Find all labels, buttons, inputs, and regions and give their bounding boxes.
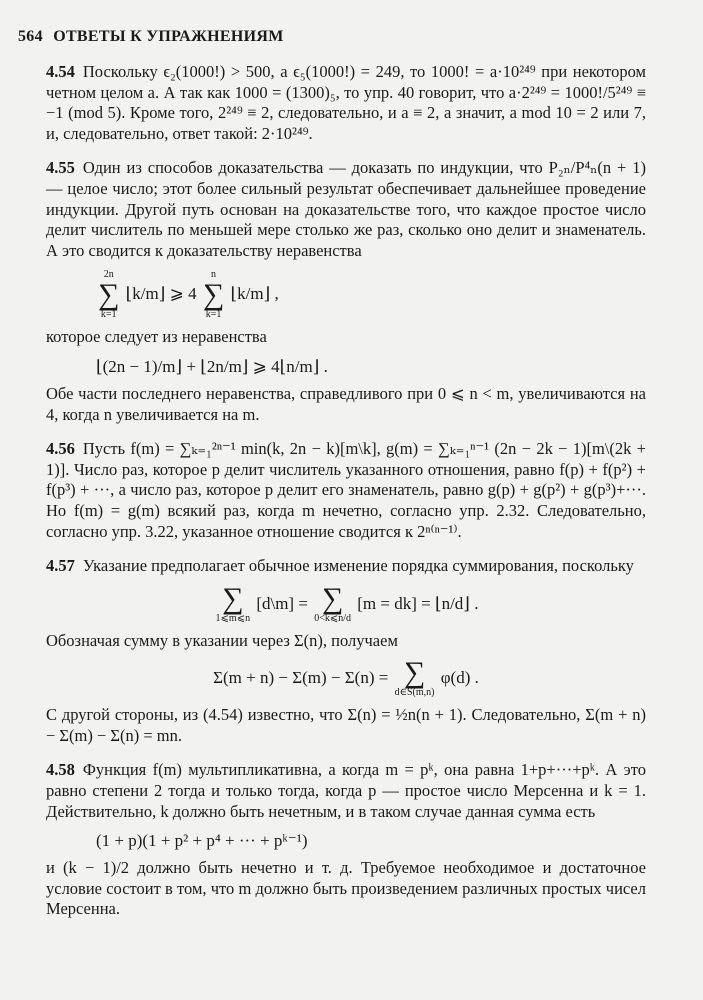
formula-text: φ(d) .: [440, 668, 479, 688]
formula-text: [d\m] =: [256, 593, 308, 613]
page-title: ОТВЕТЫ К УПРАЖНЕНИЯМ: [53, 28, 284, 45]
sum-lower-limit: d∈S(m,n): [394, 687, 435, 699]
sigma-symbol: ∑: [98, 278, 120, 312]
exercise-4-55: [46, 158, 646, 425]
page-header: [18, 28, 284, 46]
sigma-symbol: ∑: [222, 581, 244, 615]
page-content: [46, 62, 646, 920]
exercise-text: которое следует из неравенства: [46, 327, 267, 347]
exercise-number: 4.56: [46, 439, 75, 459]
exercise-text: Функция f(m) мультипликативна, а когда m = pᵏ, она равна 1+p+···+pᵏ. А это равно степени 2 тогда и только тогда, когда p — простое число Мерсенна и k = 1. Действительно, k должно быть нечетным, и в таком случае данная сумма есть: [46, 760, 646, 821]
sum-upper-limit: 2n: [103, 269, 114, 281]
sigma-symbol: ∑: [321, 581, 344, 615]
display-formula-product: (1 + p)(1 + p² + p⁴ + ··· + pᵏ⁻¹): [96, 831, 308, 851]
display-formula-sum: [46, 656, 646, 699]
exercise-4-56: [46, 439, 646, 542]
formula-text: Σ(m + n) − Σ(m) − Σ(n) =: [213, 668, 389, 688]
exercise-4-57: [46, 556, 646, 746]
exercise-text: Указание предполагает обычное изменение порядка суммирования, поскольку: [82, 556, 634, 576]
sum-upper-limit: n: [211, 269, 217, 281]
exercise-text: Один из способов доказательства — доказать по индукции, что P₂ₙ/P⁴ₙ(n + 1) — целое число; этот более сильный результат обеспечивает дальнейшее проведение индукции. Другой путь основан на доказательстве того, что каждое простое число делит числитель по меньшей мере столько же раз, сколько оно делит и знаменатель. А это сводится к доказательству неравенства: [46, 158, 646, 260]
display-formula-floor: ⌊(2n − 1)/m⌋ + ⌊2n/m⌋ ⩾ 4⌊n/m⌋ .: [96, 356, 328, 376]
exercise-text: С другой стороны, из (4.54) известно, что Σ(n) = ½n(n + 1). Следовательно, Σ(m + n) − Σ(m) − Σ(n) = mn.: [46, 705, 646, 745]
exercise-text: Обозначая сумму в указании через Σ(n), получаем: [46, 630, 398, 650]
exercise-text: Поскольку ϵ₂(1000!) > 500, а ϵ₅(1000!) = 249, то 1000! = a·10²⁴⁹ при некотором четном целом a. А так как 1000 = (1300)₅, то упр. 40 говорит, что a·2²⁴⁹ = 1000!/5²⁴⁹ ≡ −1 (mod 5). Кроме того, 2²⁴⁹ ≡ 2, следовательно, и a ≡ 2, а значит, a mod 10 = 2 или 7, и, следовательно, ответ такой: 2·10²⁴⁹.: [46, 62, 646, 143]
sum-lower-limit: k=1: [205, 309, 222, 321]
exercise-text: Пусть f(m) = ∑ₖ₌₁²ⁿ⁻¹ min(k, 2n − k)[m\k], g(m) = ∑ₖ₌₁ⁿ⁻¹ (2n − 2k − 1)[m\(2k + 1)]. Число раз, которое p делит числитель указанного отношения, равно f(p) + f(p²) + f(p³) + ···, а число раз, которое p делит его знаменатель, равно g(p) + g(p²) + g(p³)+···. Но f(m) = g(m) всякий раз, когда m нечетно, согласно упр. 2.32. Следовательно, согласно упр. 3.22, указанное отношение сводится к 2ⁿ⁽ⁿ⁻¹⁾.: [46, 439, 646, 541]
sum-lower-limit: 1⩽m⩽n: [215, 612, 251, 624]
exercise-number: 4.54: [46, 62, 75, 81]
exercise-text: и (k − 1)/2 должно быть нечетно и т. д. Требуемое необходимое и достаточное условие состоит в том, что m должно быть произведением различных простых чисел Мерсенна.: [46, 858, 646, 919]
sum-lower-limit: k=1: [100, 309, 117, 321]
exercise-4-54: [46, 62, 646, 144]
exercise-number: 4.55: [46, 158, 75, 178]
page-number: 564: [18, 28, 43, 45]
sigma-symbol: ∑: [403, 656, 426, 690]
formula-text: [m = dk] = ⌊n/d⌋ .: [357, 593, 479, 613]
display-formula-sum: [46, 269, 646, 321]
sigma-symbol: ∑: [202, 278, 225, 312]
formula-text: ⌊k/m⌋ ,: [230, 284, 279, 304]
exercise-4-58: [46, 760, 646, 920]
display-formula-sum: [46, 581, 646, 625]
sum-lower-limit: 0<k⩽n/d: [314, 612, 351, 624]
exercise-number: 4.57: [46, 556, 75, 576]
exercise-number: 4.58: [46, 760, 75, 780]
exercise-text: Обе части последнего неравенства, справедливого при 0 ⩽ n < m, увеличиваются на 4, когда n увеличивается на m.: [46, 383, 646, 424]
formula-text: ⌊k/m⌋ ⩾ 4: [125, 284, 197, 304]
